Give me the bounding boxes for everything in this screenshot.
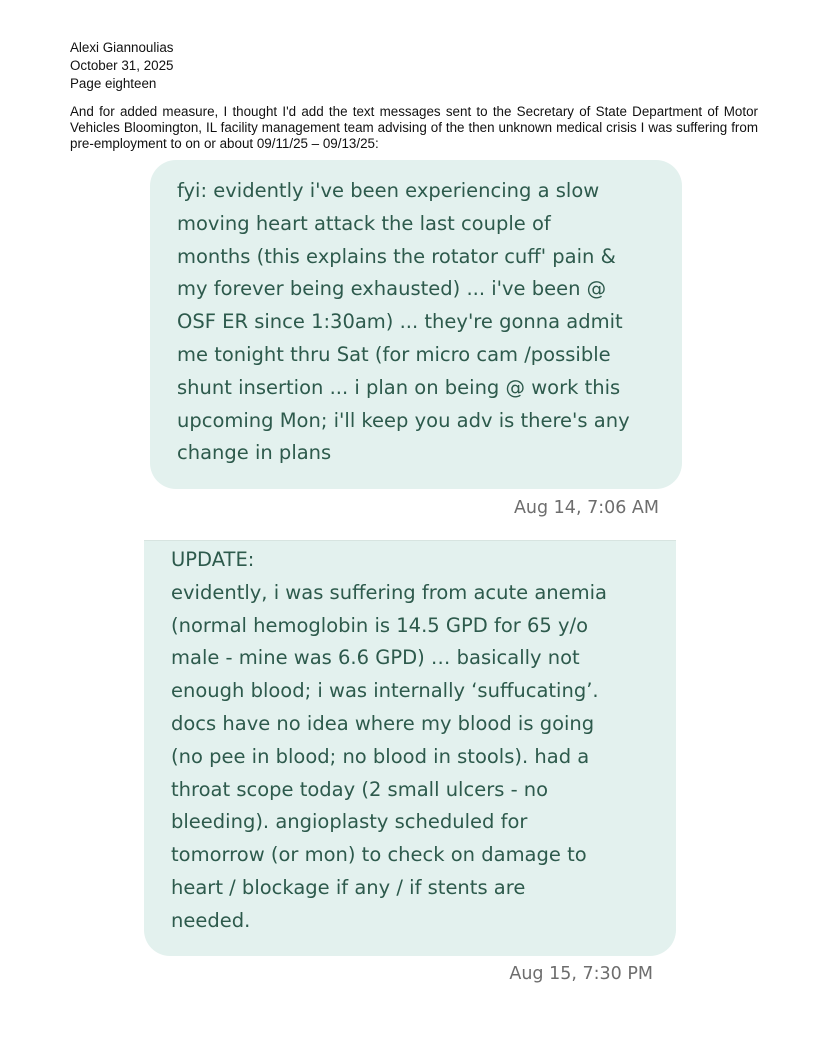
page-label: Page eighteen	[70, 76, 157, 91]
message-timestamp-2: Aug 15, 7:30 PM	[509, 964, 653, 984]
message-bubble-2: UPDATE: evidently, i was suffering from acute anemia (normal hemoglobin is 14.5 GPD for 65 y/o male - mine was 6.6 GPD) … basically not enough blood; i was internally ‘suffucating’. docs have no idea where my blood is going (no pee in blood; no blood in stools). had a throat scope today (2 small ulcers - no bleeding). angioplasty scheduled for tomorrow (or mon) to check on damage to heart / blockage if any / if stents are needed.	[144, 540, 676, 956]
letter-header	[70, 39, 173, 93]
message-timestamp-1: Aug 14, 7:06 AM	[513, 498, 659, 518]
intro-paragraph: And for added measure, I thought I'd add the text messages sent to the Secretary of State Department of Motor Vehicles Bloomington, IL facility management team advising of the then unknown medical crisis I was suffering from pre-employment to on or about 09/11/25 – 09/13/25:	[70, 104, 758, 151]
letter-date: October 31, 2025	[70, 58, 174, 73]
author-name: Alexi Giannoulias	[70, 40, 174, 55]
message-bubble-1: fyi: evidently i've been experiencing a slow moving heart attack the last couple of months (this explains the rotator cuff' pain & my forever being exhausted) ... i've been @ OSF ER since 1:30am) ... they're gonna admit me tonight thru Sat (for micro cam /possible shunt insertion ... i plan on being @ work this upcoming Mon; i'll keep you adv is there's any change in plans	[150, 160, 682, 489]
